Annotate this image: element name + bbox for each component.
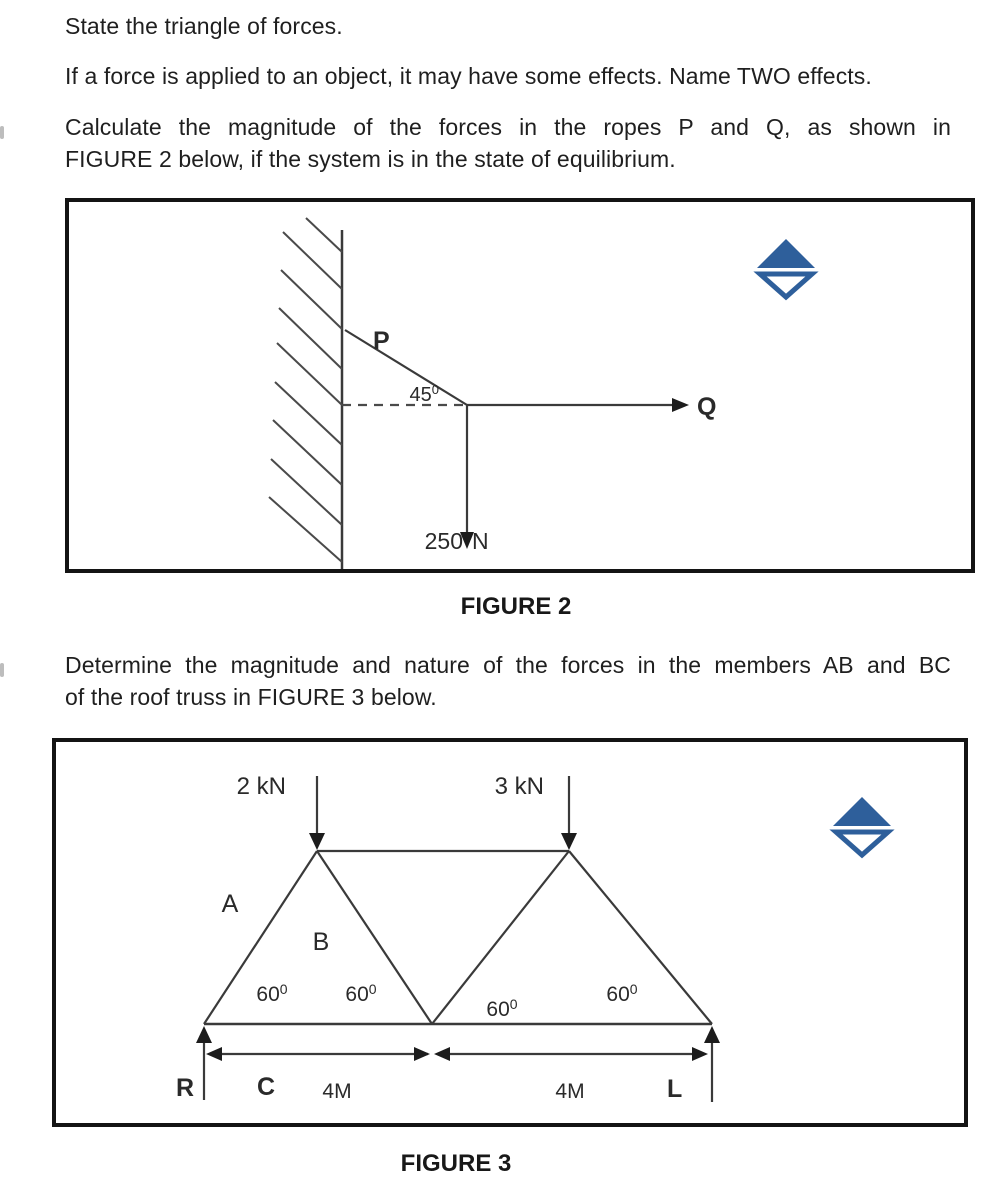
question-4-text-line-1: Determine the magnitude and nature of the forces in the members AB and BC xyxy=(65,652,951,678)
load-left-arrowhead-icon xyxy=(309,833,325,850)
span-left-arrowhead-left-icon xyxy=(206,1047,222,1061)
angle-60-label-1: $60^0$ xyxy=(256,981,288,1006)
wall-hatching xyxy=(269,218,342,562)
figure-3-diagram xyxy=(56,742,964,1123)
angle-45-label: $45^0$ xyxy=(409,382,439,406)
span-right-label: 4M xyxy=(555,1080,585,1103)
span-right-arrowhead-left-icon xyxy=(434,1047,450,1061)
diamond-top-fill xyxy=(757,239,815,268)
cropped-question-number-mark xyxy=(0,663,4,677)
figure-2-diagram xyxy=(69,202,971,569)
rope-q-arrowhead-icon xyxy=(672,398,689,412)
reaction-left-arrowhead-icon xyxy=(196,1026,212,1043)
member-b-line xyxy=(317,851,432,1024)
span-left-arrowhead-right-icon xyxy=(414,1047,430,1061)
span-left-label: 4M xyxy=(322,1080,352,1103)
rope-q-label: Q xyxy=(697,393,717,421)
diamond-bottom-outline xyxy=(760,274,812,297)
figure-3-frame xyxy=(52,738,968,1127)
question-3-text-line-2: FIGURE 2 below, if the system is in the state of equilibrium. xyxy=(65,146,676,172)
angle-60-label-4: $60^0$ xyxy=(606,981,638,1006)
right-triangle-right-slope-line xyxy=(569,851,712,1024)
member-c-label: C xyxy=(256,1073,276,1101)
weight-unit-label: N xyxy=(472,528,489,554)
member-a-label: A xyxy=(221,890,239,918)
weight-value-label: 250 xyxy=(424,528,463,554)
question-3-text-line-1: Calculate the magnitude of the forces in the ropes P and Q, as shown in xyxy=(65,114,951,140)
member-b-label: B xyxy=(312,928,330,956)
span-right-arrowhead-right-icon xyxy=(692,1047,708,1061)
load-right-label: 3 kN xyxy=(494,773,544,800)
reaction-left-label: R xyxy=(175,1074,194,1102)
question-1-text: State the triangle of forces. xyxy=(65,13,343,39)
truss-members xyxy=(204,851,712,1024)
diamond-bottom-outline xyxy=(836,832,888,855)
cropped-question-number-mark xyxy=(0,126,4,139)
reaction-right-label: L xyxy=(667,1075,683,1103)
figure-3-caption: FIGURE 3 xyxy=(400,1150,512,1177)
load-left-label: 2 kN xyxy=(236,773,286,800)
reaction-right-arrowhead-icon xyxy=(704,1026,720,1043)
blue-diamond-icon xyxy=(833,797,891,855)
figure-2-caption: FIGURE 2 xyxy=(460,593,572,620)
question-2-text: If a force is applied to an object, it may have some effects. Name TWO effects. xyxy=(65,63,872,89)
rope-p-line xyxy=(345,330,467,405)
diamond-top-fill xyxy=(833,797,891,826)
blue-diamond-icon xyxy=(757,239,815,297)
angle-60-label-3: $60^0$ xyxy=(486,996,518,1021)
question-4-text-line-2: of the roof truss in FIGURE 3 below. xyxy=(65,684,437,710)
angle-60-label-2: $60^0$ xyxy=(345,981,377,1006)
rope-p-label: P xyxy=(373,327,390,355)
load-right-arrowhead-icon xyxy=(561,833,577,850)
figure-2-frame xyxy=(65,198,975,573)
